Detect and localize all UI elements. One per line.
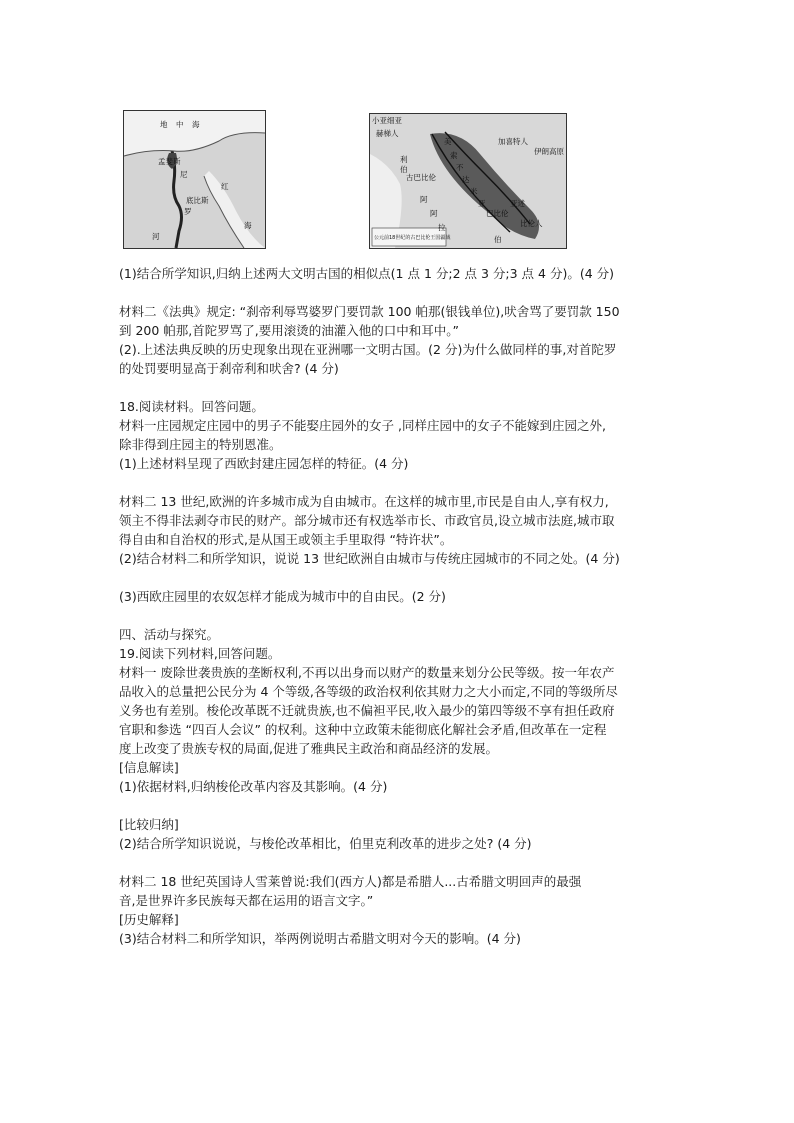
text-line: 度上改变了贵族专权的局面,促进了雅典民主政治和商品经济的发展。 bbox=[119, 741, 498, 756]
map2-label: 米 bbox=[470, 187, 478, 196]
map2-label: 赫梯人 bbox=[376, 129, 399, 138]
text-line: [比较归纳] bbox=[119, 817, 179, 832]
egypt-map-drawing bbox=[124, 111, 265, 248]
text-line: (2)结合材料二和所学知识，说说 13 世纪欧洲自由城市与传统庄园城市的不同之处。(4 分) bbox=[119, 551, 620, 566]
map2-label: 比伦人 bbox=[520, 219, 543, 228]
text-line: 四、活动与探究。 bbox=[119, 627, 220, 642]
map2-label: 美 bbox=[444, 137, 452, 146]
map1-label: 海 bbox=[244, 221, 252, 230]
text-line: 18.阅读材料。回答问题。 bbox=[119, 399, 264, 414]
text-line: (2).上述法典反映的历史现象出现在亚洲哪一文明古国。(2 分)为什么做同样的事,对首陀罗 bbox=[119, 342, 617, 357]
text-line: 品收入的总量把公民分为 4 个等级,各等级的政治权利依其财力之大小而定,不同的等级所尽 bbox=[119, 684, 618, 699]
text-line: (2)结合所学知识说说，与梭伦改革相比，伯里克利改革的进步之处? (4 分) bbox=[119, 836, 532, 851]
map1-label: 罗 bbox=[184, 207, 192, 216]
map2-label: 伯 bbox=[400, 165, 408, 174]
text-line: 除非得到庄园主的特别恩准。 bbox=[119, 437, 282, 452]
text-line: 领主不得非法剥夺市民的财产。部分城市还有权选举市长、市政官员,设立城市法庭,城市取 bbox=[119, 513, 615, 528]
map2-label: 亚 bbox=[478, 199, 486, 208]
map2-label: 亚述 bbox=[510, 199, 525, 208]
map2-label: 伊朗高原 bbox=[534, 147, 564, 156]
text-line: 义务也有差别。梭伦改革既不迁就贵族,也不偏袒平民,收入最少的第四等级不享有担任政府 bbox=[119, 703, 615, 718]
text-line: (1)依据材料,归纳梭伦改革内容及其影响。(4 分) bbox=[119, 779, 388, 794]
text-line: (3)结合材料二和所学知识，举两例说明古希腊文明对今天的影响。(4 分) bbox=[119, 931, 521, 946]
text-line: 材料一 废除世袭贵族的垄断权利,不再以出身而以财产的数量来划分公民等级。按一年农产 bbox=[119, 665, 615, 680]
map2-label: 利 bbox=[400, 155, 408, 164]
text-line: 得自由和自治权的形式,是从国王或领主手里取得 “特许状”。 bbox=[119, 532, 453, 547]
map1-label: 底比斯 bbox=[186, 196, 209, 205]
egypt-map bbox=[123, 110, 266, 249]
text-line: (1)结合所学知识,归纳上述两大文明古国的相似点(1 点 1 分;2 点 3 分;3 点 4 分)。(4 分) bbox=[119, 266, 615, 281]
map2-label: 加喜特人 bbox=[498, 137, 528, 146]
text-line: 到 200 帕那,首陀罗骂了,要用滚烫的油灌入他的口中和耳中。” bbox=[119, 323, 459, 338]
map2-label: 拉 bbox=[438, 223, 446, 232]
map2-label: 阿 bbox=[430, 209, 438, 218]
text-line: (3)西欧庄园里的农奴怎样才能成为城市中的自由民。(2 分) bbox=[119, 589, 446, 604]
map2-label: 达 bbox=[462, 175, 470, 184]
map1-label: 河 bbox=[152, 232, 160, 241]
text-line: 19.阅读下列材料,回答问题。 bbox=[119, 646, 281, 661]
map1-label: 孟斐斯 bbox=[158, 157, 181, 166]
map2-label: 索 bbox=[450, 151, 458, 160]
text-line: (1)上述材料呈现了西欧封建庄园怎样的特征。(4 分) bbox=[119, 456, 409, 471]
map1-label: 海 bbox=[192, 120, 200, 129]
mesopotamia-map bbox=[369, 113, 567, 249]
map2-label: 古巴比伦 bbox=[406, 173, 436, 182]
text-line: 材料二 13 世纪,欧洲的许多城市成为自由城市。在这样的城市里,市民是自由人,享有权力, bbox=[119, 494, 609, 509]
text-line: 音,是世界许多民族每天都在运用的语言文字。” bbox=[119, 893, 374, 908]
map2-label: 阿 bbox=[420, 195, 428, 204]
map2-label: 小亚细亚 bbox=[372, 116, 402, 125]
map2-label: 不 bbox=[456, 163, 464, 172]
text-line: [历史解释] bbox=[119, 912, 179, 927]
map2-label: 巴比伦 bbox=[486, 209, 509, 218]
text-line: 材料二《法典》规定: “刹帝利辱骂婆罗门要罚款 100 帕那(银钱单位),吠舍骂了要罚款 150 bbox=[119, 304, 620, 319]
map1-label: 地 bbox=[160, 120, 168, 129]
map2-legend: 公元前18世纪的古巴比伦王国疆域 bbox=[374, 235, 451, 241]
map2-label: 伯 bbox=[494, 235, 502, 244]
text-line: 的处罚要明显高于刹帝利和吠舍? (4 分) bbox=[119, 361, 339, 376]
map1-label: 中 bbox=[176, 120, 184, 129]
text-line: 材料一庄园规定庄园中的男子不能娶庄园外的女子 ,同样庄园中的女子不能嫁到庄园之外, bbox=[119, 418, 606, 433]
map1-label: 红 bbox=[221, 182, 229, 191]
mesopotamia-map-drawing bbox=[370, 114, 566, 248]
text-line: 官职和参选 “四百人会议” 的权利。这种中立政策未能彻底化解社会矛盾,但改革在一定程 bbox=[119, 722, 607, 737]
map1-label: 尼 bbox=[180, 170, 188, 179]
text-line: 材料二 18 世纪英国诗人雪莱曾说:我们(西方人)都是希腊人...古希腊文明回声的最强 bbox=[119, 874, 582, 889]
question-text bbox=[119, 264, 679, 948]
text-line: [信息解读] bbox=[119, 760, 179, 775]
